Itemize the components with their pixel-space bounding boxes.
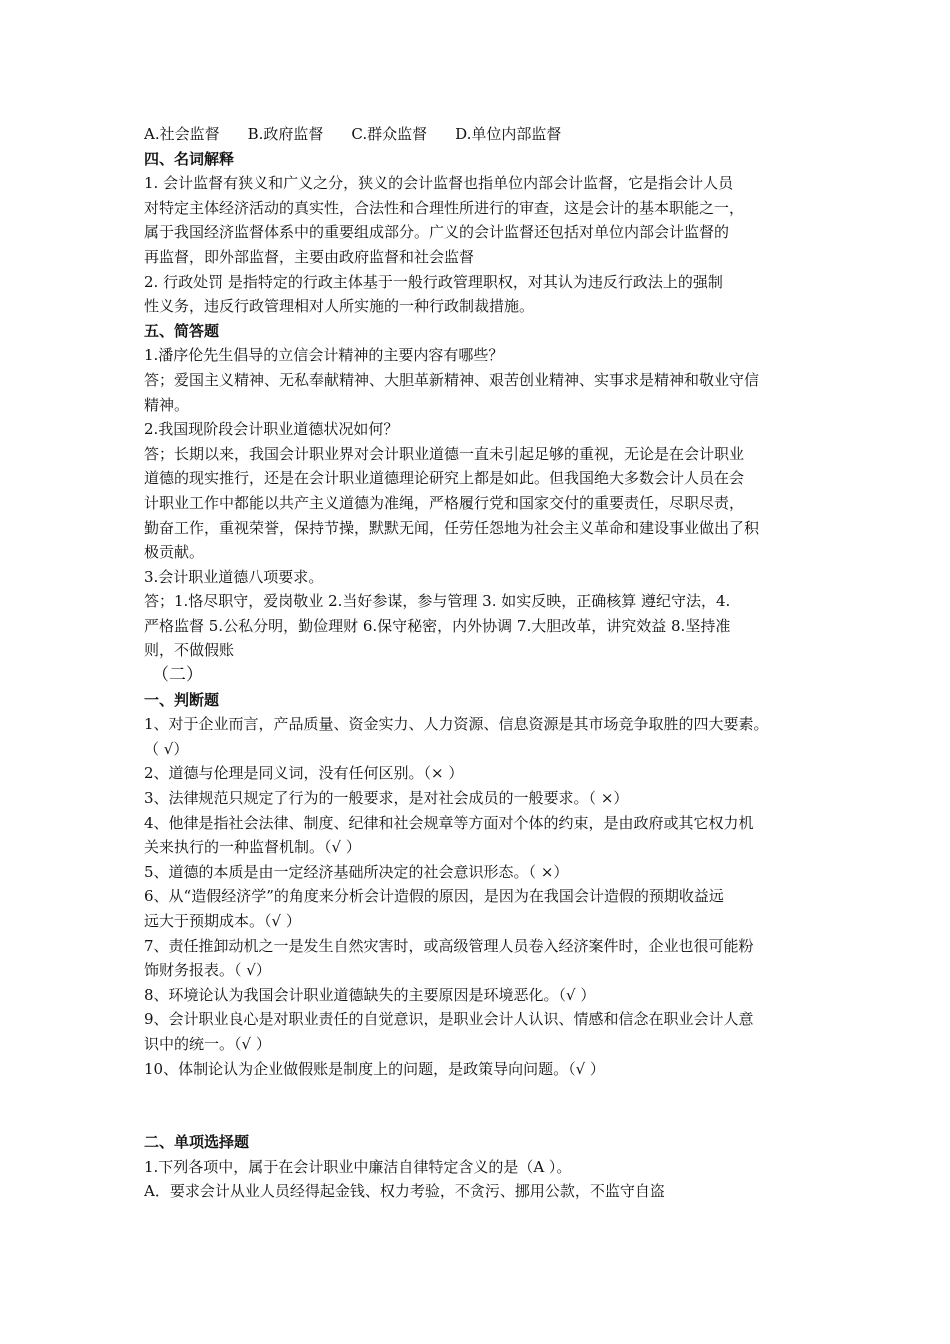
qa-line: 严格监督 5.公私分明，勤俭理财 6.保守秘密，内外协调 7.大胆改革，讲究效益 8.坚持准 (144, 616, 731, 635)
choice-line: 1.下列各项中，属于在会计职业中廉洁自律特定含义的是（A ）。 (144, 1157, 572, 1176)
qa-line: 答；爱国主义精神、无私奉献精神、大胆革新精神、艰苦创业精神、实事求是精神和敬业守信 (144, 370, 760, 389)
tf-line: 5、道德的本质是由一定经济基础所决定的社会意识形态。（ ×） (144, 862, 569, 881)
qa-line: 则，不做假账 (144, 641, 235, 660)
tf-line: 远大于预期成本。（√ ） (144, 912, 301, 930)
qa-line: 极贡献。 (144, 543, 205, 562)
section-heading-single-choice: 二、单项选择题 (144, 1133, 250, 1152)
tf-line: 3、法律规范只规定了行为的一般要求，是对社会成员的一般要求。（ ×） (144, 789, 629, 808)
term-1-line: 1. 会计监督有狭义和广义之分，狭义的会计监督也指单位内部会计监督，它是指会计人员 (144, 174, 734, 193)
qa-line: 2.我国现阶段会计职业道德状况如何？ (144, 420, 399, 439)
option-c: C.群众监督 (351, 125, 428, 143)
blank-spacer (144, 1081, 950, 1130)
qa-line: 计职业工作中都能以共产主义道德为准绳，严格履行党和国家交付的重要责任，尽职尽责， (144, 493, 745, 512)
tf-line: 6、从“造假经济学”的角度来分析会计造假的原因，是因为在我国会计造假的预期收益远 (144, 887, 724, 906)
term-2-line: 性义务，违反行政管理相对人所实施的一种行政制裁措施。 (144, 297, 535, 316)
term-1-line: 对特定主体经济活动的真实性，合法性和合理性所进行的审查，这是会计的基本职能之一， (144, 198, 745, 217)
option-a: A.社会监督 (144, 125, 220, 143)
choice-line: A．要求会计从业人员经得起金钱、权力考验，不贪污、挪用公款，不监守自盗 (144, 1182, 665, 1201)
answer-options (144, 122, 814, 147)
term-2-line: 2. 行政处罚 是指特定的行政主体基于一般行政管理职权，对其认为违反行政法上的强制 (144, 272, 723, 291)
qa-line: 答；1.恪尽职守，爱岗敬业 2.当好参谋，参与管理 3. 如实反映，正确核算 遵纪守法，4. (144, 592, 731, 611)
tf-line: 关来执行的一种监督机制。（√ ） (144, 838, 361, 857)
qa-line: 1.潘序伦先生倡导的立信会计精神的主要内容有哪些？ (144, 346, 504, 365)
part-two-title: （二） (152, 665, 203, 686)
tf-line: 1、对于企业而言，产品质量、资金实力、人力资源、信息资源是其市场竞争取胜的四大要素。 (144, 715, 769, 734)
tf-line: 4、他律是指社会法律、制度、纪律和社会规章等方面对个体的约束，是由政府或其它权力机 (144, 813, 754, 832)
qa-line: 道德的现实推行，还是在会计职业道德理论研究上都是如此。但我国绝大多数会计人员在会 (144, 469, 745, 488)
tf-line: （ √） (144, 739, 189, 758)
tf-line: 10、体制论认为企业做假账是制度上的问题，是政策导向问题。（√ ） (144, 1059, 605, 1078)
qa-line: 精神。 (144, 395, 190, 414)
tf-line: 8、环境论认为我国会计职业道德缺失的主要原因是环境恶化。（√ ） (144, 985, 596, 1004)
section-heading-true-false: 一、判断题 (144, 690, 220, 709)
tf-line: 9、会计职业良心是对职业责任的自觉意识，是职业会计人认识、情感和信念在职业会计人意 (144, 1010, 754, 1029)
tf-line: 识中的统一。（√ ） (144, 1034, 271, 1053)
tf-line: 2、道德与伦理是同义词，没有任何区别。（× ） (144, 764, 464, 783)
tf-line: 饰财务报表。（ √） (144, 961, 271, 980)
qa-line: 答；长期以来，我国会计职业界对会计职业道德一直未引起足够的重视，无论是在会计职业 (144, 444, 745, 463)
term-1-line: 属于我国经济监督体系中的重要组成部分。广义的会计监督还包括对单位内部会计监督的 (144, 223, 730, 242)
qa-line: 勤奋工作，重视荣誉，保持节操，默默无闻，任劳任怨地为社会主义革命和建设事业做出了积 (144, 518, 760, 537)
option-b: B.政府监督 (247, 125, 324, 143)
tf-line: 7、责任推卸动机之一是发生自然灾害时，或高级管理人员卷入经济案件时，企业也很可能粉 (144, 936, 754, 955)
qa-line: 3.会计职业道德八项要求。 (144, 567, 324, 586)
section-heading-terms: 四、名词解释 (144, 149, 235, 168)
section-heading-short-answer: 五、简答题 (144, 321, 220, 340)
term-1-line: 再监督，即外部监督，主要由政府监督和社会监督 (144, 247, 475, 266)
option-d: D.单位内部监督 (455, 125, 562, 143)
